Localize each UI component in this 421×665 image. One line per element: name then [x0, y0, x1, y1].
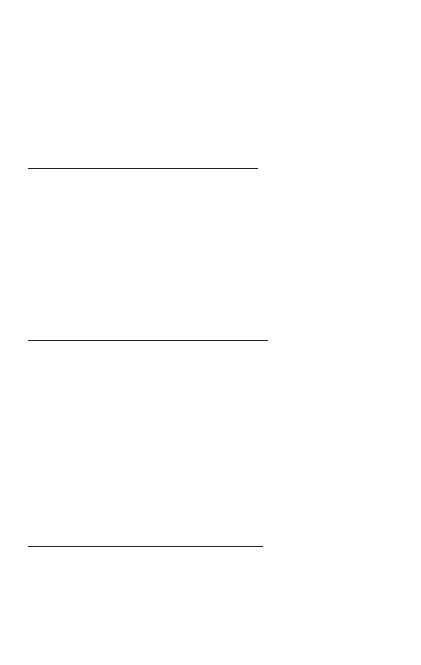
section-divider [28, 340, 268, 341]
verse-line [78, 122, 403, 148]
verse-line [78, 44, 403, 70]
verse-block [78, 44, 403, 148]
verse-line [78, 70, 403, 96]
page-header [22, 8, 399, 30]
verse-line [78, 96, 403, 122]
section-divider [28, 168, 258, 169]
section-divider [28, 546, 263, 547]
